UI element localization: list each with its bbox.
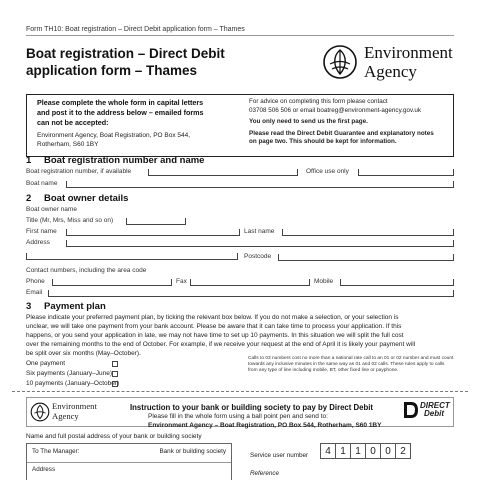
logo-text: Environment Agency	[364, 43, 453, 81]
phone-field[interactable]	[52, 279, 172, 286]
reference-label: Reference	[250, 470, 280, 477]
option-six-payments-label: Six payments (January–June)	[26, 370, 112, 377]
option-ten-payments-label: 10 payments (January–October)	[26, 380, 120, 387]
bank-or-building-society-label: Bank or building society	[159, 448, 226, 455]
boat-name-label: Boat name	[26, 180, 58, 187]
title-field[interactable]	[126, 218, 186, 225]
su-digit: 1	[350, 443, 366, 459]
contact-details: 03708 506 506 or email boatreg@environment-agency.gov.uk	[249, 106, 422, 114]
cut-line	[12, 391, 468, 392]
postcode-field[interactable]	[278, 254, 454, 261]
fax-label: Fax	[176, 278, 187, 285]
first-name-label: First name	[26, 228, 57, 235]
instructions-notice	[26, 94, 454, 157]
option-one-payment-checkbox[interactable]	[112, 361, 118, 367]
to-manager-label: To The Manager:	[32, 448, 80, 455]
service-user-number-label: Service user number	[250, 452, 309, 459]
first-name-field[interactable]	[66, 229, 240, 236]
address-field-line-2[interactable]	[26, 253, 238, 260]
mobile-field[interactable]	[340, 279, 454, 286]
section-1-heading: 1 Boat registration number and name	[26, 155, 205, 166]
phone-label: Phone	[26, 278, 45, 285]
office-use-field	[358, 169, 454, 176]
su-digit: 4	[320, 443, 336, 459]
option-one-payment-label: One payment	[26, 360, 66, 367]
section-2-heading: 2 Boat owner details	[26, 193, 129, 204]
last-name-label: Last name	[244, 228, 275, 235]
postal-address: Environment Agency, Boat Registration, PO Box 544, Rotherham, S60 1BY	[37, 132, 191, 148]
last-name-field[interactable]	[282, 229, 454, 236]
ea-emblem-icon	[322, 42, 358, 82]
notice-right-column: For advice on completing this form please contact 03708 506 506 or email boatreg@environment-agency.gov.uk You only need to send us the first page. Please read the Direct Debit Guarantee and explanatory notes on page two. This should be kept for information.	[249, 98, 449, 147]
direct-debit-logo: DIRECT Debit	[402, 400, 450, 424]
service-user-number	[320, 443, 410, 459]
form-reference: Form TH10: Boat registration – Direct Debit application form – Thames	[26, 26, 245, 33]
mobile-label: Mobile	[314, 278, 334, 285]
section-3-heading: 3 Payment plan	[26, 301, 106, 312]
payment-plan-description: Please indicate your preferred payment plan, by ticking the relevant box below. If you do not make a selection, or your selection is unclear, we will take one payment from your bank account. Please be aware that it can take time to process your application. If this happens, or you send your application in late, we may not have time to set up 10 payments. In this situation we will split the full cost over the remaining months to the end of October. For example, if we receive your request at the end of April it is likely your payment will be split over six months (May–October).	[26, 314, 416, 357]
contact-numbers-label: Contact numbers, including the area code	[26, 267, 147, 274]
environment-agency-logo	[322, 42, 462, 82]
title-line-1: Boat registration – Direct Debit	[26, 46, 225, 61]
option-six-payments-checkbox[interactable]	[112, 371, 118, 377]
postcode-label: Postcode	[244, 253, 272, 260]
email-field[interactable]	[48, 290, 454, 297]
document-title	[26, 45, 266, 79]
direct-debit-instructions: Please fill in the whole form using a ball point pen and send to: Environment Agency – Boat Registration, PO Box 544, Rotherham, S60 1BY	[148, 413, 382, 429]
title-line-2: application form – Thames	[26, 63, 198, 78]
address-label: Address	[26, 239, 50, 246]
bank-address-field-label: Address	[32, 466, 56, 473]
office-use-label: Office use only	[306, 168, 349, 175]
bank-address-box[interactable]	[26, 443, 232, 480]
direct-debit-title: Instruction to your bank or building society to pay by Direct Debit	[130, 403, 374, 412]
su-digit: 0	[380, 443, 396, 459]
logo-text: Environment Agency	[52, 401, 97, 421]
address-field-line-1[interactable]	[66, 240, 454, 247]
call-charges-note: Calls to 03 numbers cost no more than a national rate call to an 01 or 02 number and must count towards any inclusive minutes in the same way as 01 and 02 calls. These rules apply to calls from any type of line including mobile, BT, other fixed line or payphone.	[248, 356, 454, 373]
su-digit: 2	[395, 443, 411, 459]
owner-name-label: Boat owner name	[26, 206, 77, 213]
su-digit: 1	[335, 443, 351, 459]
boat-name-field[interactable]	[66, 181, 454, 188]
environment-agency-logo-small	[30, 401, 110, 423]
registration-number-label: Boat registration number, if available	[26, 168, 132, 175]
title-label: Title (Mr, Mrs, Miss and so on)	[26, 217, 114, 224]
header-divider	[26, 35, 454, 36]
fax-field[interactable]	[190, 279, 310, 286]
option-ten-payments-checkbox[interactable]	[112, 381, 118, 387]
bank-box-divider	[27, 462, 231, 463]
email-label: Email	[26, 289, 43, 296]
su-digit: 0	[365, 443, 381, 459]
registration-number-field[interactable]	[148, 169, 298, 176]
bank-address-label: Name and full postal address of your bank or building society	[26, 433, 202, 440]
direct-debit-icon	[402, 400, 420, 420]
notice-left-column: Please complete the whole form in capital letters and post it to the address below – emailed forms can not be accepted: Environment Agency, Boat Registration, PO Box 544, Rotherham, S60 1BY	[37, 98, 237, 149]
ea-emblem-icon	[30, 401, 50, 423]
